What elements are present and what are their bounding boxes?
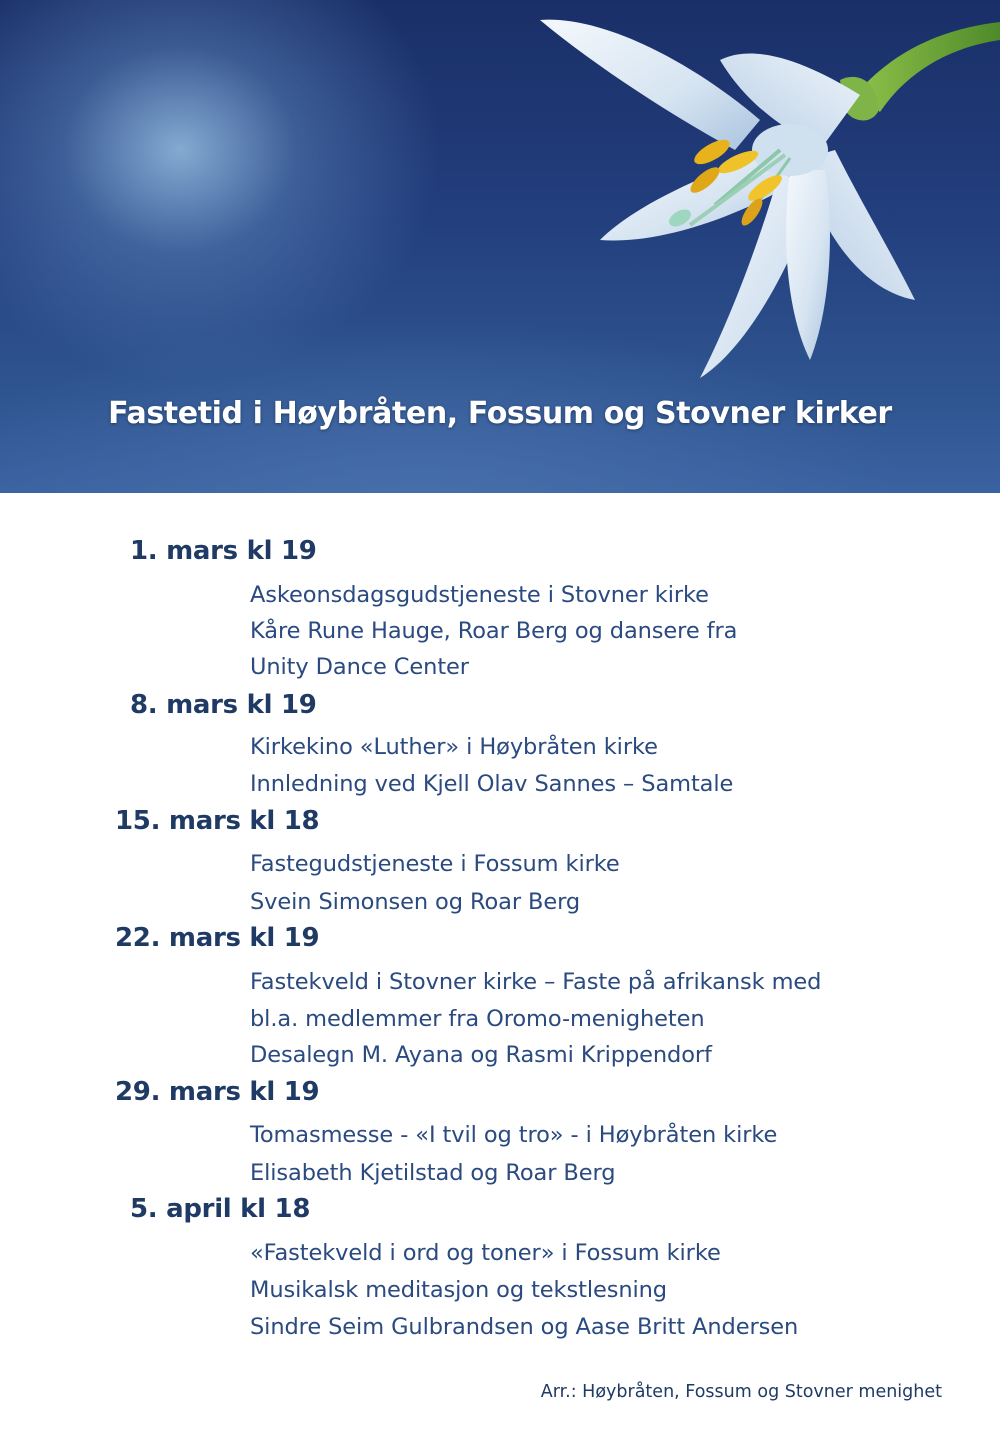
event-description-line: Tomasmesse - «I tvil og tro» - i Høybråten kirke — [250, 1122, 778, 1148]
header-banner — [0, 0, 1000, 493]
event-date: 1. mars kl 19 — [130, 536, 317, 566]
event-description-line: Sindre Seim Gulbrandsen og Aase Britt Andersen — [250, 1314, 799, 1340]
event-date: 15. mars kl 18 — [115, 806, 320, 836]
event-description-line: Svein Simonsen og Roar Berg — [250, 889, 581, 915]
event-description-line: bl.a. medlemmer fra Oromo-menigheten — [250, 1006, 705, 1032]
event-description-line: Fastegudstjeneste i Fossum kirke — [250, 851, 620, 877]
event-description-line: Unity Dance Center — [250, 654, 469, 680]
page-title: Fastetid i Høybråten, Fossum og Stovner kirker — [108, 396, 892, 431]
organizer-credit: Arr.: Høybråten, Fossum og Stovner menighet — [540, 1382, 942, 1402]
event-description-line: Kåre Rune Hauge, Roar Berg og dansere fra — [250, 618, 738, 644]
event-description-line: «Fastekveld i ord og toner» i Fossum kirke — [250, 1240, 721, 1266]
event-date: 29. mars kl 19 — [115, 1077, 320, 1107]
event-description-line: Fastekveld i Stovner kirke – Faste på afrikansk med — [250, 969, 822, 995]
event-description-line: Kirkekino «Luther» i Høybråten kirke — [250, 734, 658, 760]
event-description-line: Askeonsdagsgudstjeneste i Stovner kirke — [250, 582, 709, 608]
event-date: 5. april kl 18 — [130, 1194, 311, 1224]
event-date: 22. mars kl 19 — [115, 923, 320, 953]
event-description-line: Musikalsk meditasjon og tekstlesning — [250, 1277, 667, 1303]
event-description-line: Elisabeth Kjetilstad og Roar Berg — [250, 1160, 616, 1186]
event-date: 8. mars kl 19 — [130, 690, 317, 720]
event-description-line: Innledning ved Kjell Olav Sannes – Samtale — [250, 771, 734, 797]
event-description-line: Desalegn M. Ayana og Rasmi Krippendorf — [250, 1042, 712, 1068]
